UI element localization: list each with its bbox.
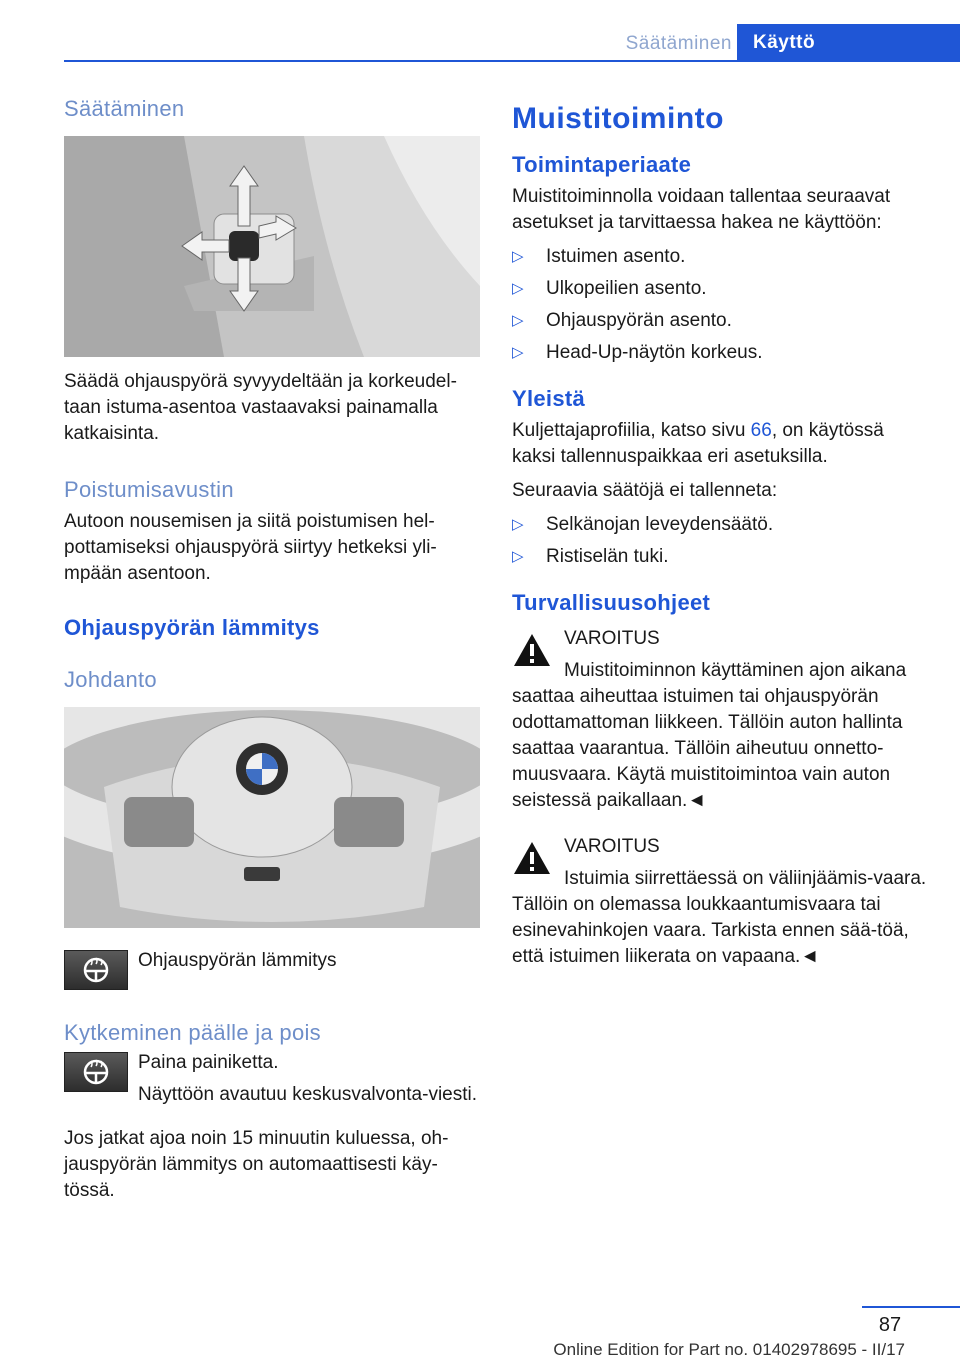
triangle-bullet-icon: ▷ <box>512 280 524 297</box>
list-item: ▷ Ohjauspyörän asento. <box>512 308 932 334</box>
list-not-saved <box>512 512 932 570</box>
warning-triangle-icon <box>512 632 552 668</box>
triangle-bullet-icon: ▷ <box>512 312 524 329</box>
heading-introduction: Johdanto <box>64 667 157 692</box>
warning-title-2: VAROITUS <box>564 836 660 857</box>
paragraph-exit-assist: Autoon nousemisen ja siitä poistumisen hel-pottamiseksi ohjauspyörä siirtyy hetkeksi yli-mpään asentoon. <box>64 511 437 584</box>
icon-caption-heating: Ohjauspyörän lämmitys <box>138 950 337 971</box>
header-rule <box>64 60 960 62</box>
warning-title-1: VAROITUS <box>564 628 660 649</box>
paragraph-display-message: Näyttöön avautuu keskusvalvonta-viesti. <box>138 1084 478 1105</box>
edition-note: Online Edition for Part no. 01402978695 - II/17 <box>553 1340 905 1359</box>
paragraph-press-button: Paina painiketta. <box>138 1052 279 1073</box>
warning-triangle-icon <box>512 840 552 876</box>
steering-column-adjust-photo <box>64 136 480 357</box>
warning-block-2 <box>512 834 932 970</box>
right-column <box>512 96 932 970</box>
heading-exit-assist: Poistumisavustin <box>64 477 234 502</box>
list-item: ▷ Selkänojan leveydensäätö. <box>512 512 932 538</box>
warning-block-1 <box>512 626 932 814</box>
warning-text-1: Muistitoiminnon käyttäminen ajon aikana saattaa aiheuttaa istuimen tai ohjauspyörän odottamattoman liikkeen. Tällöin auton hallinta saattaa vaarantua. Tällöin aiheutuu onnetto-muusvaara. Käytä muistitoimintoa vain auton seistessä paikallaan.◄ <box>512 660 907 811</box>
heading-principle: Toimintaperiaate <box>512 152 692 177</box>
triangle-bullet-icon: ▷ <box>512 516 524 533</box>
left-column <box>64 96 480 1204</box>
heading-steering-heating: Ohjauspyörän lämmitys <box>64 615 320 640</box>
heading-memory-function: Muistitoiminto <box>512 102 724 135</box>
footer-rule <box>862 1306 960 1308</box>
list-item: ▷ Ristiselän tuki. <box>512 544 932 570</box>
triangle-bullet-icon: ▷ <box>512 548 524 565</box>
steering-wheel-heating-icon <box>64 950 128 990</box>
list-memory-settings <box>512 244 932 366</box>
warning-text-2: Istuimia siirrettäessä on väliinjäämis-vaara. Tällöin on olemassa loukkaantumisvaara tai esinevahinkojen vaara. Tarkista ennen sää-töä, että istuimen liikerata on vapaana.◄ <box>512 868 927 967</box>
list-item: ▷ Istuimen asento. <box>512 244 932 270</box>
steering-wheel-photo <box>64 707 480 928</box>
steering-wheel-heating-button-icon <box>64 1052 128 1092</box>
heading-adjust: Säätäminen <box>64 96 185 121</box>
list-item: ▷ Head-Up-näytön korkeus. <box>512 340 932 366</box>
list-item: ▷ Ulkopeilien asento. <box>512 276 932 302</box>
heading-safety: Turvallisuusohjeet <box>512 590 711 615</box>
paragraph-not-saved: Seuraavia säätöjä ei tallenneta: <box>512 480 778 501</box>
paragraph-principle: Muistitoiminnolla voidaan tallentaa seuraavat asetukset ja tarvittaessa hakea ne käyttöön: <box>512 186 891 233</box>
running-header-chapter-tab: Käyttö <box>737 24 960 62</box>
heading-general: Yleistä <box>512 386 586 411</box>
running-header-section: Säätäminen <box>625 33 732 54</box>
paragraph-auto-heating: Jos jatkat ajoa noin 15 minuutin kuluessa, oh-jauspyörän lämmitys on automaattisesti käy-tössä. <box>64 1128 449 1201</box>
paragraph-general: Kuljettajaprofiilia, katso sivu 66, on käytössä kaksi tallennuspaikkaa eri asetuksilla. <box>512 420 884 467</box>
page-number: 87 <box>878 1314 902 1336</box>
paragraph-adjust: Säädä ohjauspyörä syvyydeltään ja korkeudel-taan istuma-asentoa vastaavaksi painamalla katkaisinta. <box>64 371 457 444</box>
triangle-bullet-icon: ▷ <box>512 248 524 265</box>
page-link-66[interactable]: 66 <box>750 420 772 441</box>
heading-switch-on-off: Kytkeminen päälle ja pois <box>64 1020 321 1045</box>
triangle-bullet-icon: ▷ <box>512 344 524 361</box>
